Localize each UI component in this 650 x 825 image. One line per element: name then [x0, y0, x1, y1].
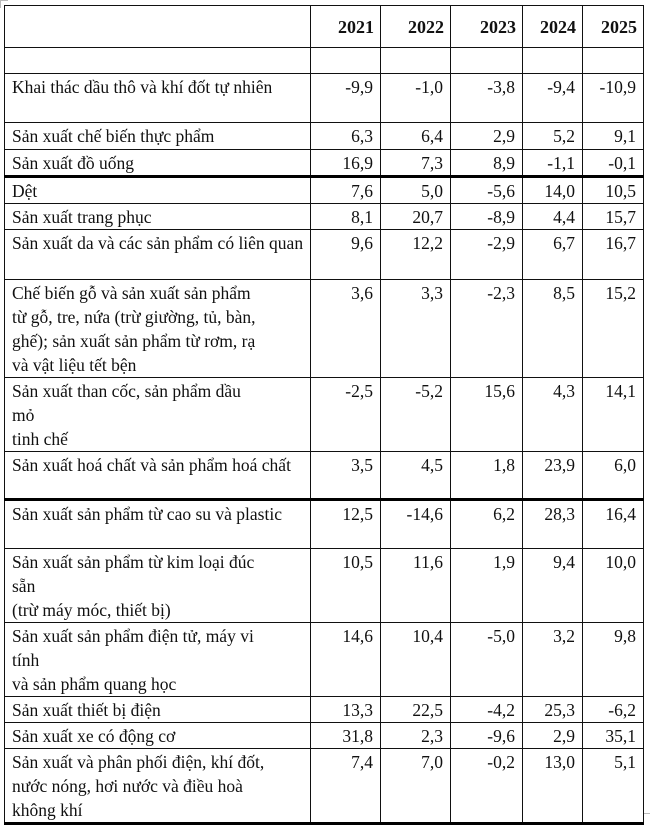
- header-year-2023: 2023: [451, 6, 523, 48]
- row-label: [5, 549, 311, 623]
- table-row: [5, 230, 644, 280]
- table-row: [5, 123, 644, 150]
- table-row: [5, 749, 644, 824]
- cell-2021: 8,1: [311, 204, 381, 230]
- cell-2024: -9,4: [523, 74, 583, 123]
- cell-2022: -1,0: [381, 74, 451, 123]
- cell-2025: 15,2: [583, 280, 644, 378]
- cell-2022: 4,5: [381, 452, 451, 500]
- cell-2023: -5,6: [451, 177, 523, 204]
- table-row: [5, 549, 644, 623]
- cell-2022: 7,3: [381, 150, 451, 177]
- cell-2025: 15,7: [583, 204, 644, 230]
- cell-2021: 14,6: [311, 623, 381, 697]
- row-label: [5, 623, 311, 697]
- header-row: [5, 6, 644, 48]
- cell-2022: -5,2: [381, 378, 451, 452]
- row-label-line: tính: [12, 650, 40, 670]
- cell-2025: 14,1: [583, 378, 644, 452]
- cell-2021: 7,6: [311, 177, 381, 204]
- row-label: Sản xuất thiết bị điện: [5, 697, 311, 723]
- row-label: [5, 749, 311, 824]
- row-label-line: Sản xuất và phân phối điện, khí đốt,: [12, 752, 265, 772]
- header-year-2021: 2021: [311, 6, 381, 48]
- row-label-line: Sản xuất than cốc, sản phẩm dầu: [12, 381, 241, 401]
- row-label: Khai thác dầu thô và khí đốt tự nhiên: [5, 74, 311, 123]
- row-label: [5, 48, 311, 74]
- cell-2021: 6,3: [311, 123, 381, 150]
- cell-2023: [451, 48, 523, 74]
- cell-2023: -8,9: [451, 204, 523, 230]
- table-row: [5, 177, 644, 204]
- cell-2023: 2,9: [451, 123, 523, 150]
- row-label: Dệt: [5, 177, 311, 204]
- cell-2023: -5,0: [451, 623, 523, 697]
- cell-2025: 10,0: [583, 549, 644, 623]
- row-label-line: nước nóng, hơi nước và điều hoà: [12, 776, 243, 796]
- row-label: Sản xuất hoá chất và sản phẩm hoá chất: [5, 452, 311, 500]
- cell-2021: 3,5: [311, 452, 381, 500]
- cell-2025: 16,4: [583, 500, 644, 549]
- cell-2021: 31,8: [311, 723, 381, 749]
- cell-2021: 10,5: [311, 549, 381, 623]
- header-year-2025: 2025: [583, 6, 644, 48]
- cell-2025: -6,2: [583, 697, 644, 723]
- cell-2023: 1,9: [451, 549, 523, 623]
- cell-2022: 3,3: [381, 280, 451, 378]
- row-label-line: Sản xuất sản phẩm điện tử, máy vi: [12, 626, 254, 646]
- industry-growth-table: [4, 5, 644, 825]
- cell-2023: -0,2: [451, 749, 523, 824]
- table-row: [5, 150, 644, 177]
- cell-2024: 9,4: [523, 549, 583, 623]
- cell-2025: 6,0: [583, 452, 644, 500]
- cell-2021: -2,5: [311, 378, 381, 452]
- cell-2022: 22,5: [381, 697, 451, 723]
- cell-2023: 6,2: [451, 500, 523, 549]
- cell-2024: 3,2: [523, 623, 583, 697]
- cell-2024: 14,0: [523, 177, 583, 204]
- cell-2023: 1,8: [451, 452, 523, 500]
- cell-2022: 10,4: [381, 623, 451, 697]
- cell-2022: 6,4: [381, 123, 451, 150]
- cell-2024: 5,2: [523, 123, 583, 150]
- table-row: [5, 378, 644, 452]
- cell-2024: 23,9: [523, 452, 583, 500]
- cell-2025: -0,1: [583, 150, 644, 177]
- row-label-line: ghế); sản xuất sản phẩm từ rơm, rạ: [12, 331, 256, 351]
- cell-2022: 12,2: [381, 230, 451, 280]
- table-row-empty: [5, 48, 644, 74]
- cell-2025: 10,5: [583, 177, 644, 204]
- row-label-line: không khí: [12, 800, 83, 820]
- cell-2021: 12,5: [311, 500, 381, 549]
- row-label-line: và sản phẩm quang học: [12, 674, 177, 694]
- row-label-line: (trừ máy móc, thiết bị): [12, 600, 171, 620]
- row-label: [5, 378, 311, 452]
- cell-2025: [583, 48, 644, 74]
- cell-2022: 11,6: [381, 549, 451, 623]
- header-year-2024: 2024: [523, 6, 583, 48]
- row-label: Sản xuất sản phẩm từ cao su và plastic: [5, 500, 311, 549]
- cell-2021: 7,4: [311, 749, 381, 824]
- cell-2024: -1,1: [523, 150, 583, 177]
- cell-2024: [523, 48, 583, 74]
- cell-2024: 4,3: [523, 378, 583, 452]
- row-label-line: từ gỗ, tre, nứa (trừ giường, tủ, bàn,: [12, 307, 256, 327]
- cell-2022: 5,0: [381, 177, 451, 204]
- cell-2025: 9,8: [583, 623, 644, 697]
- cell-2023: -3,8: [451, 74, 523, 123]
- cell-2023: -9,6: [451, 723, 523, 749]
- table-row: [5, 697, 644, 723]
- row-label: Sản xuất da và các sản phẩm có liên quan: [5, 230, 311, 280]
- cell-2021: [311, 48, 381, 74]
- row-label: Sản xuất xe có động cơ: [5, 723, 311, 749]
- row-label-line: và vật liệu tết bện: [12, 355, 137, 375]
- table-row: [5, 204, 644, 230]
- cell-2024: 6,7: [523, 230, 583, 280]
- header-label-col: [5, 6, 311, 48]
- cell-2023: 8,9: [451, 150, 523, 177]
- cell-2022: 2,3: [381, 723, 451, 749]
- cell-2025: 16,7: [583, 230, 644, 280]
- cell-2024: 4,4: [523, 204, 583, 230]
- table-row: [5, 623, 644, 697]
- row-label-line: tinh chế: [12, 429, 68, 449]
- table-row: [5, 280, 644, 378]
- table-row: [5, 723, 644, 749]
- row-label-line: Sản xuất sản phẩm từ kim loại đúc: [12, 552, 255, 572]
- cell-2025: -10,9: [583, 74, 644, 123]
- cell-2024: 28,3: [523, 500, 583, 549]
- row-label: Sản xuất đồ uống: [5, 150, 311, 177]
- cell-2023: -2,3: [451, 280, 523, 378]
- cell-2021: 3,6: [311, 280, 381, 378]
- row-label-line: Chế biến gỗ và sản xuất sản phẩm: [12, 283, 251, 303]
- cell-2022: -14,6: [381, 500, 451, 549]
- row-label-line: sẵn: [12, 576, 36, 596]
- cell-2025: 5,1: [583, 749, 644, 824]
- row-label: Sản xuất chế biến thực phẩm: [5, 123, 311, 150]
- row-label-line: mỏ: [12, 405, 35, 425]
- cell-2022: [381, 48, 451, 74]
- cell-2021: 9,6: [311, 230, 381, 280]
- table-row: [5, 74, 644, 123]
- row-label: [5, 280, 311, 378]
- cell-2023: -4,2: [451, 697, 523, 723]
- cell-2022: 7,0: [381, 749, 451, 824]
- cell-2023: -2,9: [451, 230, 523, 280]
- cell-2024: 13,0: [523, 749, 583, 824]
- cell-2024: 8,5: [523, 280, 583, 378]
- cell-2021: -9,9: [311, 74, 381, 123]
- cell-2024: 25,3: [523, 697, 583, 723]
- cell-2025: 35,1: [583, 723, 644, 749]
- table-row: [5, 452, 644, 500]
- cell-2021: 16,9: [311, 150, 381, 177]
- cell-2022: 20,7: [381, 204, 451, 230]
- table-row: [5, 500, 644, 549]
- cell-2024: 2,9: [523, 723, 583, 749]
- cell-2021: 13,3: [311, 697, 381, 723]
- cell-2023: 15,6: [451, 378, 523, 452]
- row-label: Sản xuất trang phục: [5, 204, 311, 230]
- header-year-2022: 2022: [381, 6, 451, 48]
- cell-2025: 9,1: [583, 123, 644, 150]
